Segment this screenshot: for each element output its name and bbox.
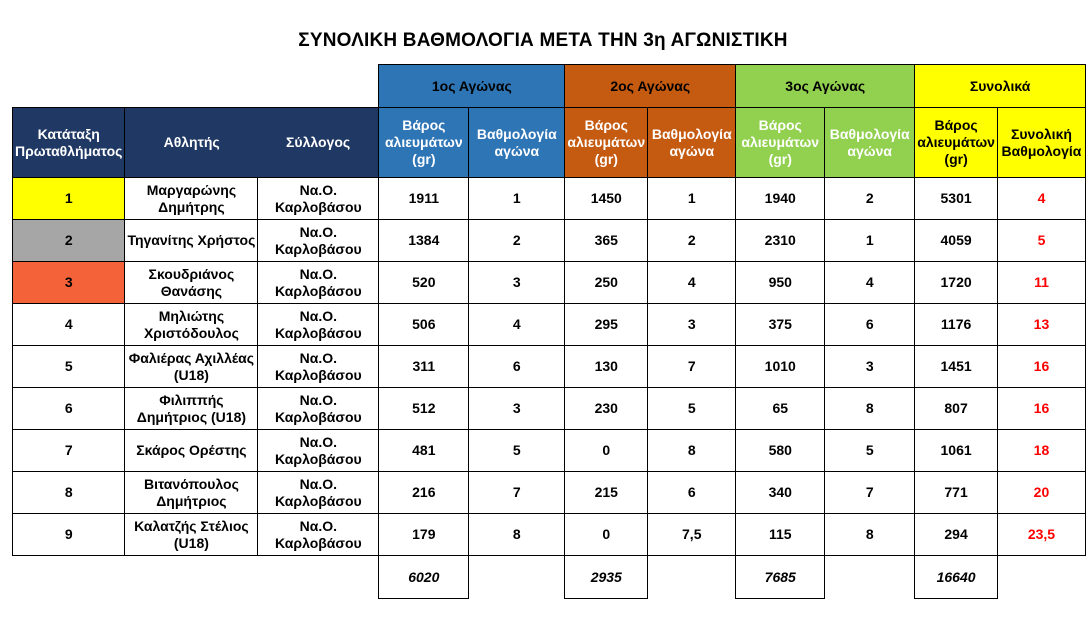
club-name: Να.Ο. Καρλοβάσου [258, 346, 379, 388]
g1-score: 6 [469, 346, 565, 388]
blank-cell [825, 556, 915, 599]
rank-cell: 6 [13, 388, 125, 430]
table-row [13, 514, 1086, 556]
table-row [13, 304, 1086, 346]
header-athlete: Αθλητής [125, 108, 258, 178]
athlete-name: Φιλιππής Δημήτριος (U18) [125, 388, 258, 430]
table-row [13, 178, 1086, 220]
club-name: Να.Ο. Καρλοβάσου [258, 472, 379, 514]
g3-weight: 1010 [736, 346, 825, 388]
g2-weight: 295 [565, 304, 648, 346]
g3-weight: 375 [736, 304, 825, 346]
table-row [13, 346, 1086, 388]
g3-weight: 950 [736, 262, 825, 304]
g1-score: 8 [469, 514, 565, 556]
g1-score: 5 [469, 430, 565, 472]
blank-cell [13, 556, 379, 599]
g2-weight: 130 [565, 346, 648, 388]
table-row [13, 388, 1086, 430]
total-weight: 5301 [915, 178, 998, 220]
total-weight: 4059 [915, 220, 998, 262]
total-g2-weight: 2935 [565, 556, 648, 599]
group-total: Συνολικά [915, 65, 1086, 108]
g1-weight: 1384 [379, 220, 469, 262]
group-game2: 2ος Αγώνας [565, 65, 736, 108]
g1-score: 3 [469, 388, 565, 430]
g1-score: 1 [469, 178, 565, 220]
total-weight: 771 [915, 472, 998, 514]
rank-cell: 9 [13, 514, 125, 556]
g2-weight: 230 [565, 388, 648, 430]
group-game3: 3ος Αγώνας [736, 65, 915, 108]
g2-weight: 0 [565, 430, 648, 472]
g2-weight: 215 [565, 472, 648, 514]
athlete-name: Φαλιέρας Αχιλλέας (U18) [125, 346, 258, 388]
table-row [13, 262, 1086, 304]
header-club: Σύλλογος [258, 108, 379, 178]
g3-score: 1 [825, 220, 915, 262]
header-g3-weight: Βάρος αλιευμάτων (gr) [736, 108, 825, 178]
g2-score: 2 [648, 220, 736, 262]
g3-score: 7 [825, 472, 915, 514]
rank-cell: 5 [13, 346, 125, 388]
athlete-name: Βιτανόπουλος Δημήτριος [125, 472, 258, 514]
g1-weight: 311 [379, 346, 469, 388]
g3-weight: 115 [736, 514, 825, 556]
g3-score: 8 [825, 514, 915, 556]
header-total-weight: Βάρος αλιευμάτων (gr) [915, 108, 998, 178]
total-score: 18 [997, 430, 1085, 472]
athlete-name: Μηλιώτης Χριστόδουλος [125, 304, 258, 346]
group-game1: 1ος Αγώνας [379, 65, 565, 108]
total-score: 16 [997, 346, 1085, 388]
table-row [13, 472, 1086, 514]
g1-weight: 520 [379, 262, 469, 304]
header-rank: Κατάταξη Πρωταθλήματος [13, 108, 125, 178]
g2-score: 1 [648, 178, 736, 220]
athlete-name: Σκάρος Ορέστης [125, 430, 258, 472]
g1-weight: 179 [379, 514, 469, 556]
rank-cell: 1 [13, 178, 125, 220]
total-score: 13 [997, 304, 1085, 346]
g1-weight: 1911 [379, 178, 469, 220]
header-g3-score: Βαθμολογία αγώνα [825, 108, 915, 178]
total-score: 5 [997, 220, 1085, 262]
g1-score: 4 [469, 304, 565, 346]
rank-cell: 3 [13, 262, 125, 304]
g3-weight: 65 [736, 388, 825, 430]
total-all-weight: 16640 [915, 556, 998, 599]
blank-cell [648, 556, 736, 599]
table-row [13, 430, 1086, 472]
page-title: ΣΥΝΟΛΙΚΗ ΒΑΘΜΟΛΟΓΙΑ ΜΕΤΑ ΤΗΝ 3η ΑΓΩΝΙΣΤΙΚΗ [298, 30, 788, 51]
total-weight: 1176 [915, 304, 998, 346]
g1-weight: 481 [379, 430, 469, 472]
g2-weight: 1450 [565, 178, 648, 220]
g2-score: 4 [648, 262, 736, 304]
g2-score: 6 [648, 472, 736, 514]
club-name: Να.Ο. Καρλοβάσου [258, 220, 379, 262]
totals-row [13, 556, 1086, 599]
header-g2-weight: Βάρος αλιευμάτων (gr) [565, 108, 648, 178]
club-name: Να.Ο. Καρλοβάσου [258, 430, 379, 472]
g3-score: 6 [825, 304, 915, 346]
header-g2-score: Βαθμολογία αγώνα [648, 108, 736, 178]
total-weight: 1061 [915, 430, 998, 472]
athlete-name: Τηγανίτης Χρήστος [125, 220, 258, 262]
g1-weight: 216 [379, 472, 469, 514]
header-g1-score: Βαθμολογία αγώνα [469, 108, 565, 178]
athlete-name: Καλατζής Στέλιος (U18) [125, 514, 258, 556]
g3-weight: 340 [736, 472, 825, 514]
athlete-name: Μαργαρώνης Δημήτρης [125, 178, 258, 220]
column-header-row [13, 108, 1086, 178]
club-name: Να.Ο. Καρλοβάσου [258, 262, 379, 304]
g2-score: 7,5 [648, 514, 736, 556]
g3-score: 8 [825, 388, 915, 430]
g2-weight: 250 [565, 262, 648, 304]
total-score: 11 [997, 262, 1085, 304]
club-name: Να.Ο. Καρλοβάσου [258, 514, 379, 556]
total-g3-weight: 7685 [736, 556, 825, 599]
standings-table [12, 64, 1086, 599]
blank-cell [13, 65, 379, 108]
g3-weight: 580 [736, 430, 825, 472]
rank-cell: 7 [13, 430, 125, 472]
g1-weight: 506 [379, 304, 469, 346]
g2-score: 5 [648, 388, 736, 430]
g2-score: 3 [648, 304, 736, 346]
header-g1-weight: Βάρος αλιευμάτων (gr) [379, 108, 469, 178]
g2-score: 8 [648, 430, 736, 472]
total-score: 4 [997, 178, 1085, 220]
g1-weight: 512 [379, 388, 469, 430]
g1-score: 3 [469, 262, 565, 304]
athlete-name: Σκουδριάνος Θανάσης [125, 262, 258, 304]
total-score: 16 [997, 388, 1085, 430]
total-weight: 294 [915, 514, 998, 556]
g3-score: 5 [825, 430, 915, 472]
g1-score: 2 [469, 220, 565, 262]
rank-cell: 2 [13, 220, 125, 262]
rank-cell: 4 [13, 304, 125, 346]
g3-score: 2 [825, 178, 915, 220]
total-weight: 1720 [915, 262, 998, 304]
total-score: 20 [997, 472, 1085, 514]
total-weight: 1451 [915, 346, 998, 388]
g2-score: 7 [648, 346, 736, 388]
g2-weight: 365 [565, 220, 648, 262]
total-weight: 807 [915, 388, 998, 430]
g3-score: 4 [825, 262, 915, 304]
g3-weight: 2310 [736, 220, 825, 262]
rank-cell: 8 [13, 472, 125, 514]
g1-score: 7 [469, 472, 565, 514]
club-name: Να.Ο. Καρλοβάσου [258, 388, 379, 430]
total-g1-weight: 6020 [379, 556, 469, 599]
club-name: Να.Ο. Καρλοβάσου [258, 304, 379, 346]
blank-cell [997, 556, 1085, 599]
g2-weight: 0 [565, 514, 648, 556]
total-score: 23,5 [997, 514, 1085, 556]
header-total-score: Συνολική Βαθμολογία [997, 108, 1085, 178]
table-row [13, 220, 1086, 262]
group-header-row [13, 65, 1086, 108]
g3-score: 3 [825, 346, 915, 388]
g3-weight: 1940 [736, 178, 825, 220]
club-name: Να.Ο. Καρλοβάσου [258, 178, 379, 220]
blank-cell [469, 556, 565, 599]
